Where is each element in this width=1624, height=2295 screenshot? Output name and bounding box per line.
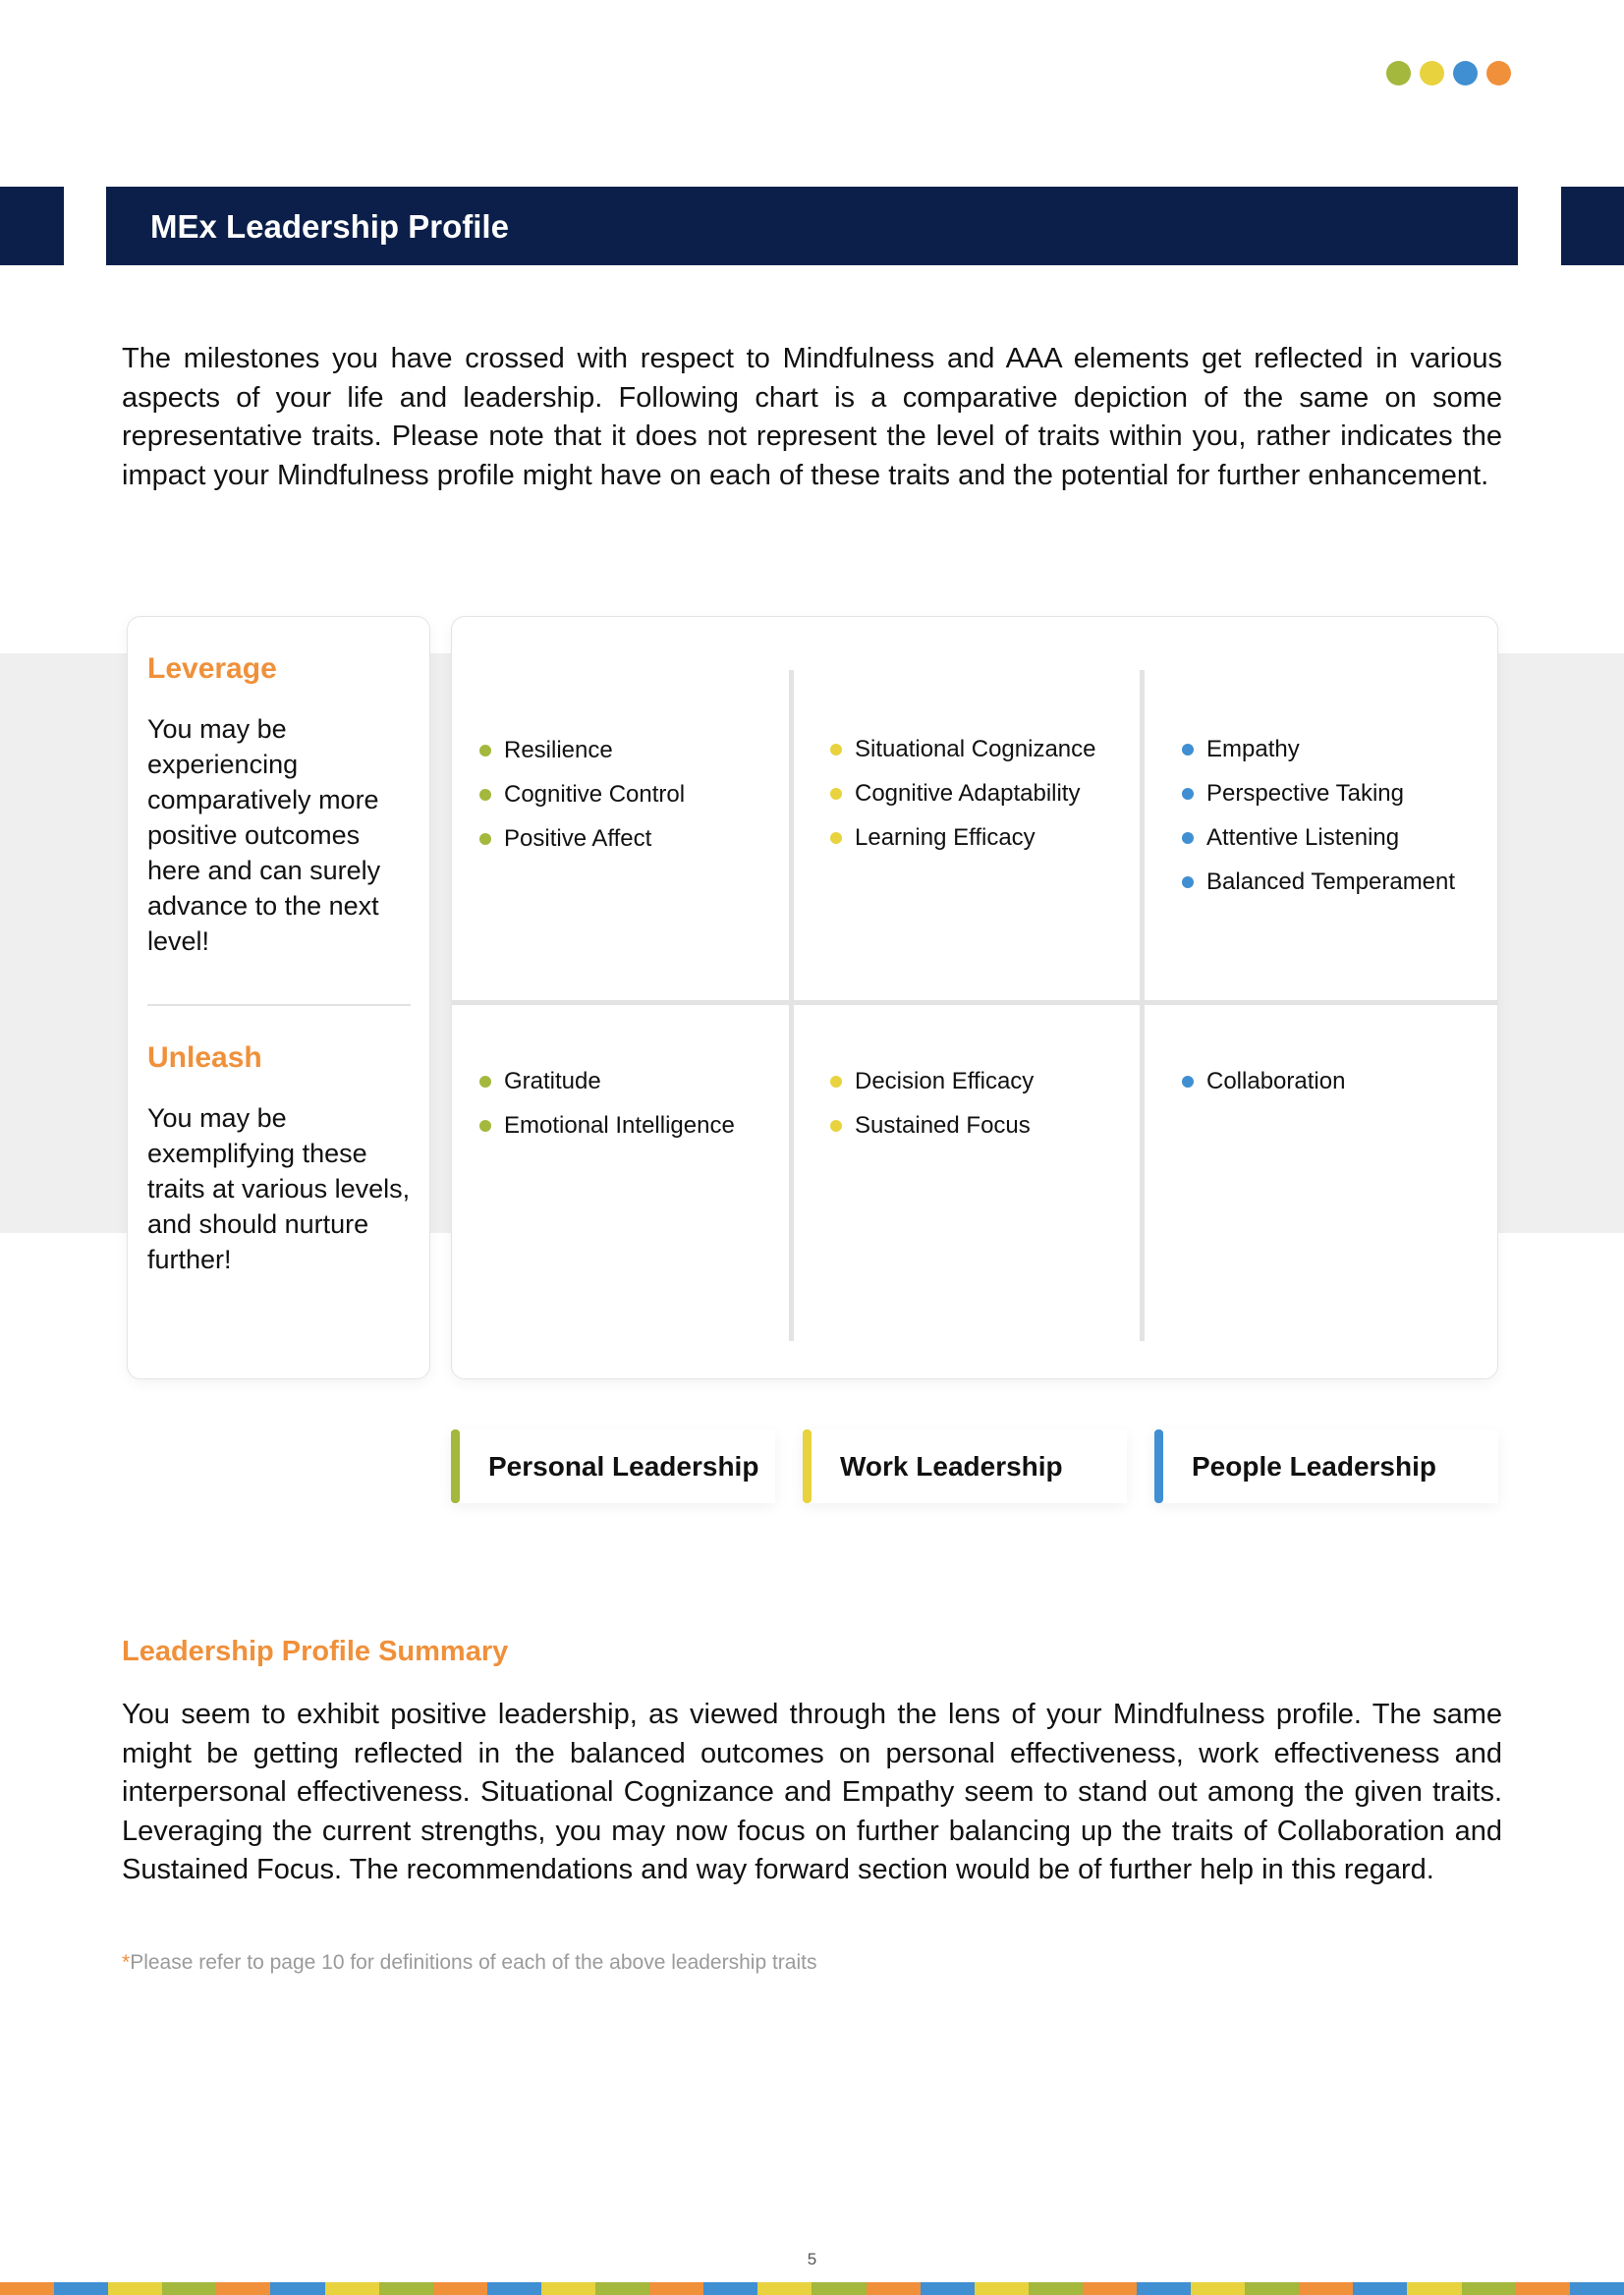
footer-stripe bbox=[1299, 2282, 1353, 2295]
matrix-row-divider bbox=[452, 1000, 1498, 1005]
bullet-dot-icon bbox=[1182, 832, 1194, 844]
footer-stripe bbox=[1083, 2282, 1137, 2295]
orange-dot bbox=[1486, 61, 1511, 85]
trait-item bbox=[830, 727, 1096, 771]
unleash-people-cell bbox=[1182, 1059, 1345, 1103]
blue-dot bbox=[1453, 61, 1478, 85]
personal-leadership-text: Personal Leadership bbox=[488, 1451, 759, 1482]
trait-item bbox=[479, 772, 685, 816]
footnote-marker: * bbox=[122, 1951, 131, 1974]
leverage-personal-cell bbox=[479, 728, 685, 861]
people-leadership-label bbox=[1154, 1429, 1498, 1503]
trait-label: Sustained Focus bbox=[855, 1111, 1031, 1139]
bullet-dot-icon bbox=[479, 833, 491, 845]
work-leadership-text: Work Leadership bbox=[840, 1451, 1063, 1482]
work-leadership-label bbox=[803, 1429, 1127, 1503]
yellow-dot bbox=[1420, 61, 1444, 85]
summary-heading: Leadership Profile Summary bbox=[122, 1636, 509, 1667]
trait-label: Attentive Listening bbox=[1206, 823, 1400, 851]
footer-stripe bbox=[108, 2282, 162, 2295]
trait-label: Gratitude bbox=[504, 1067, 601, 1094]
trait-label: Cognitive Control bbox=[504, 780, 686, 808]
trait-item bbox=[479, 1059, 735, 1103]
bullet-dot-icon bbox=[1182, 744, 1194, 756]
matrix-column-divider bbox=[1140, 670, 1145, 1341]
footer-stripe bbox=[757, 2282, 812, 2295]
trait-label: Perspective Taking bbox=[1206, 779, 1404, 807]
footer-stripes bbox=[0, 2282, 1624, 2295]
trait-label: Learning Efficacy bbox=[855, 823, 1036, 851]
footer-stripe bbox=[1029, 2282, 1083, 2295]
trait-item bbox=[1182, 1059, 1345, 1103]
bullet-dot-icon bbox=[479, 1120, 491, 1132]
unleash-heading: Unleash bbox=[147, 1041, 262, 1074]
footer-stripe bbox=[812, 2282, 866, 2295]
footer-stripe bbox=[0, 2282, 54, 2295]
footer-stripe bbox=[325, 2282, 379, 2295]
unleash-work-cell bbox=[830, 1059, 1034, 1148]
footnote-text: Please refer to page 10 for definitions of each of the above leadership traits bbox=[130, 1951, 817, 1974]
bullet-dot-icon bbox=[1182, 1076, 1194, 1088]
bullet-dot-icon bbox=[1182, 788, 1194, 800]
header-dots bbox=[1386, 61, 1511, 85]
trait-item bbox=[1182, 771, 1455, 815]
people-color-bar bbox=[1154, 1429, 1163, 1503]
trait-label: Emotional Intelligence bbox=[504, 1111, 735, 1139]
trait-item bbox=[830, 815, 1096, 860]
trait-item bbox=[1182, 815, 1455, 860]
work-color-bar bbox=[803, 1429, 812, 1503]
trait-label: Situational Cognizance bbox=[855, 735, 1096, 762]
footer-stripe bbox=[270, 2282, 324, 2295]
footer-stripe bbox=[379, 2282, 433, 2295]
title-band-left bbox=[0, 187, 64, 265]
legend-card bbox=[127, 616, 430, 1379]
footer-stripe bbox=[1570, 2282, 1624, 2295]
page-number: 5 bbox=[807, 2250, 817, 2268]
footer-stripe bbox=[1516, 2282, 1570, 2295]
footer-stripe bbox=[541, 2282, 595, 2295]
leverage-heading: Leverage bbox=[147, 652, 277, 685]
trait-item bbox=[1182, 860, 1455, 904]
bullet-dot-icon bbox=[1182, 876, 1194, 888]
summary-paragraph: You seem to exhibit positive leadership, as viewed through the lens of your Mindfulness profile. The same might be getting reflected in the balanced outcomes on personal effectiveness, work effectiveness and interpersonal effectiveness. Situational Cognizance and Empathy seem to stand out among the given traits. Leveraging the current strengths, you may now focus on further balancing up the traits of Collaboration and Sustained Focus. The recommendations and way forward section would be of further help in this regard. bbox=[122, 1699, 1502, 1885]
green-dot bbox=[1386, 61, 1411, 85]
footer-stripe bbox=[1191, 2282, 1245, 2295]
bullet-dot-icon bbox=[830, 788, 842, 800]
bullet-dot-icon bbox=[830, 832, 842, 844]
trait-item bbox=[479, 728, 685, 772]
trait-matrix bbox=[451, 616, 1498, 1379]
footnote bbox=[122, 1951, 816, 1975]
bullet-dot-icon bbox=[830, 744, 842, 756]
footer-stripe bbox=[1462, 2282, 1516, 2295]
footer-stripe bbox=[1245, 2282, 1299, 2295]
footer-stripe bbox=[867, 2282, 921, 2295]
leverage-work-cell bbox=[830, 727, 1096, 860]
footer-stripe bbox=[162, 2282, 216, 2295]
trait-item bbox=[830, 1103, 1034, 1148]
intro-paragraph: The milestones you have crossed with respect to Mindfulness and AAA elements get reflected in various aspects of your life and leadership. Following chart is a comparative depiction of the same on some representative traits. Please note that it does not represent the level of traits within you, rather indicates the impact your Mindfulness profile might have on each of these traits and the potential for further enhancement. bbox=[122, 343, 1502, 491]
trait-label: Positive Affect bbox=[504, 824, 652, 852]
personal-color-bar bbox=[451, 1429, 460, 1503]
footer-stripe bbox=[975, 2282, 1029, 2295]
page-title: MEx Leadership Profile bbox=[150, 208, 509, 245]
unleash-personal-cell bbox=[479, 1059, 735, 1148]
trait-item bbox=[479, 1103, 735, 1148]
trait-label: Balanced Temperament bbox=[1206, 868, 1456, 895]
footer-stripe bbox=[921, 2282, 975, 2295]
unleash-description: You may be exemplifying these traits at various levels, and should nurture further! bbox=[147, 1103, 411, 1274]
trait-item bbox=[830, 1059, 1034, 1103]
trait-label: Empathy bbox=[1206, 735, 1300, 762]
footer-stripe bbox=[649, 2282, 703, 2295]
people-leadership-text: People Leadership bbox=[1192, 1451, 1436, 1482]
trait-item bbox=[830, 771, 1096, 815]
bullet-dot-icon bbox=[830, 1120, 842, 1132]
footer-stripe bbox=[433, 2282, 487, 2295]
footer-stripe bbox=[1407, 2282, 1461, 2295]
title-bar bbox=[106, 187, 1518, 265]
bullet-dot-icon bbox=[479, 1076, 491, 1088]
trait-item bbox=[1182, 727, 1455, 771]
trait-item bbox=[479, 816, 685, 861]
footer-stripe bbox=[216, 2282, 270, 2295]
footer-stripe bbox=[1137, 2282, 1191, 2295]
trait-label: Collaboration bbox=[1206, 1067, 1346, 1094]
legend-divider bbox=[147, 1004, 411, 1006]
footer-stripe bbox=[54, 2282, 108, 2295]
trait-label: Decision Efficacy bbox=[855, 1067, 1035, 1094]
trait-label: Cognitive Adaptability bbox=[855, 779, 1081, 807]
footer-stripe bbox=[595, 2282, 649, 2295]
bullet-dot-icon bbox=[479, 789, 491, 801]
bullet-dot-icon bbox=[479, 745, 491, 756]
trait-label: Resilience bbox=[504, 736, 613, 763]
footer-stripe bbox=[487, 2282, 541, 2295]
title-band-right bbox=[1561, 187, 1624, 265]
leverage-description: You may be experiencing comparatively more positive outcomes here and can surely advance to the next level! bbox=[147, 714, 381, 956]
leverage-people-cell bbox=[1182, 727, 1455, 904]
matrix-column-divider bbox=[789, 670, 794, 1341]
footer-stripe bbox=[703, 2282, 757, 2295]
personal-leadership-label bbox=[451, 1429, 775, 1503]
bullet-dot-icon bbox=[830, 1076, 842, 1088]
footer-stripe bbox=[1353, 2282, 1407, 2295]
